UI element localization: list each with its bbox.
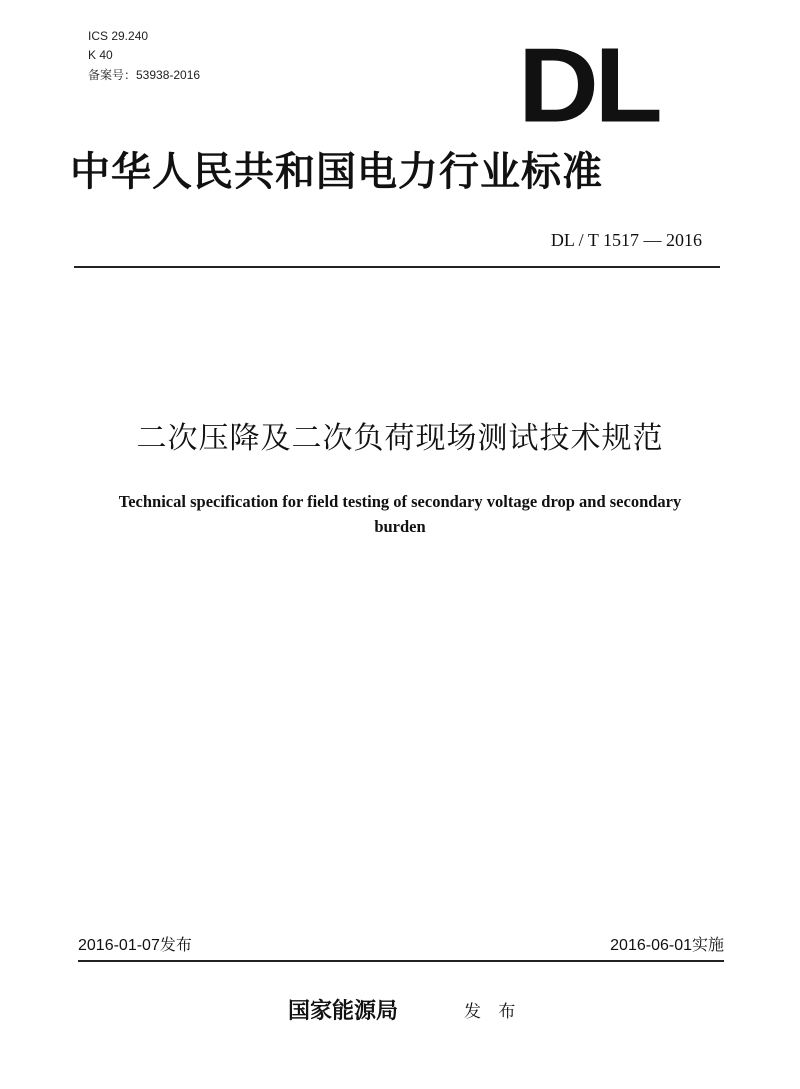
issue-date: 2016-01-07发布 — [78, 937, 192, 954]
publish-label: 发 布 — [464, 1002, 522, 1022]
standard-code: DL / T 1517 — 2016 — [550, 230, 702, 250]
ics-code: ICS 29.240 — [88, 29, 149, 43]
record-number: 备案号：53938-2016 — [88, 68, 201, 82]
classification-code: K 40 — [88, 48, 113, 62]
document-title-english: Technical specification for field testing of secondary voltage drop and secondary burden — [118, 492, 682, 536]
implementation-date: 2016-06-01实施 — [610, 937, 724, 954]
document-title-chinese: 二次压降及二次负荷现场测试技术规范 — [136, 421, 664, 456]
bottom-divider — [78, 960, 724, 962]
standard-organization-title: 中华人民共和国电力行业标准 — [70, 149, 603, 195]
dl-logo: DL — [518, 44, 659, 127]
publisher-name: 国家能源局 — [288, 998, 399, 1024]
top-divider — [74, 266, 720, 268]
